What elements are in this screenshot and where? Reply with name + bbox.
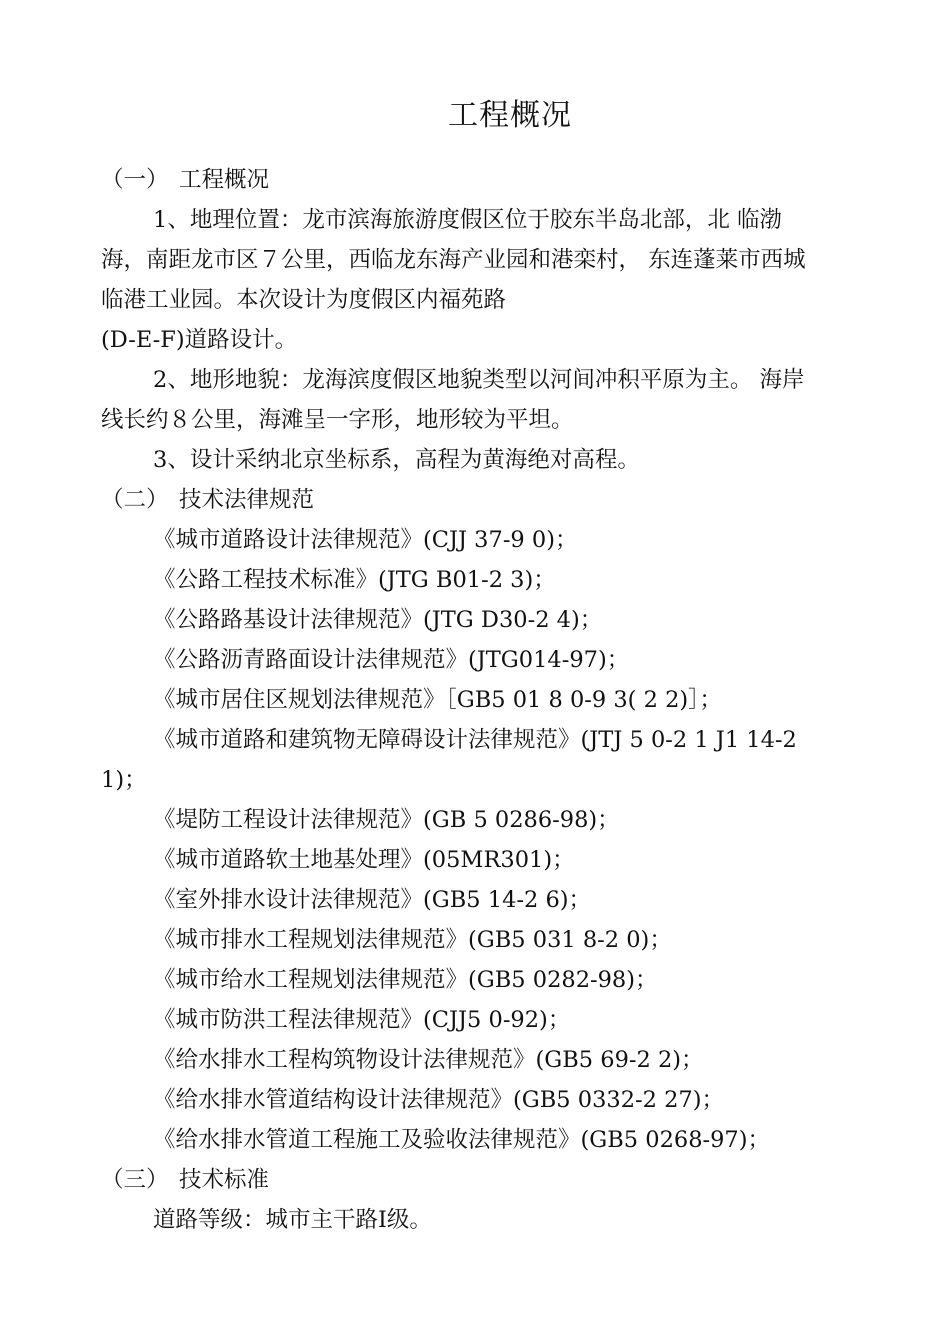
- overview-paragraph-3: 3、设计采纳北京坐标系，高程为黄海绝对高程。: [153, 447, 640, 473]
- standard-item: 《公路路基设计法律规范》(JTG D30-2 4)；: [153, 607, 603, 633]
- overview-paragraph-1-line-4: (D-E-F)道路设计。: [101, 327, 298, 353]
- standard-item-continuation: 1)；: [101, 767, 147, 793]
- overview-paragraph-2-line-2: 线长约８公里，海滩呈一字形，地形较为平坦。: [101, 407, 574, 433]
- road-grade-text: 道路等级：城市主干路Ⅰ级。: [153, 1207, 432, 1233]
- document-body: [101, 160, 881, 1240]
- overview-paragraph-1-line-2: 海，南距龙市区７公里，西临龙东海产业园和港栾村， 东连蓬莱市西城: [101, 247, 806, 273]
- standard-item: 《城市道路软土地基处理》(05MR301)；: [153, 847, 575, 873]
- standard-item: 《给水排水工程构筑物设计法律规范》(GB5 69-2 2)；: [153, 1047, 704, 1073]
- section-label: 技术标准: [179, 1167, 270, 1193]
- standard-item: 《公路沥青路面设计法律规范》(JTG014-97)；: [153, 647, 630, 673]
- overview-paragraph-1-line-1: 1、地理位置：龙市滨海旅游度假区位于胶东半岛北部，北 临渤: [153, 207, 782, 233]
- standard-item: 《城市防洪工程法律规范》(CJJ5 0-92)；: [153, 1007, 571, 1033]
- page-title: 工程概况: [448, 98, 572, 133]
- standard-item: 《堤防工程设计法律规范》(GB 5 0286-98)；: [153, 807, 620, 833]
- standard-item: 《城市道路和建筑物无障碍设计法律规范》(JTJ 5 0-2 1 J1 14-2: [153, 727, 797, 753]
- section-label: 技术法律规范: [179, 487, 315, 513]
- standard-item: 《城市道路设计法律规范》(CJJ 37-9 0)；: [153, 527, 578, 553]
- section-number: （二）: [101, 487, 169, 513]
- section-number: （一）: [101, 167, 169, 193]
- section-heading-tech-standard: [101, 1160, 881, 1200]
- section-heading-standards: [101, 480, 881, 520]
- standard-item: 《城市排水工程规划法律规范》(GB5 031 8-2 0)；: [153, 927, 672, 953]
- section-heading-overview: [101, 160, 881, 200]
- standard-item: 《公路工程技术标准》(JTG B01-2 3)；: [153, 567, 556, 593]
- standard-item: 《城市给水工程规划法律规范》(GB5 0282-98)；: [153, 967, 658, 993]
- standard-item: 《城市居住区规划法律规范》［GB5 01 8 0-9 3( 2 2)］；: [153, 687, 722, 713]
- standard-item: 《室外排水设计法律规范》(GB5 14-2 6)；: [153, 887, 592, 913]
- standard-item: 《给水排水管道结构设计法律规范》(GB5 0332-2 27)；: [153, 1087, 724, 1113]
- overview-paragraph-1-line-3: 临港工业园。本次设计为度假区内福苑路: [101, 287, 507, 313]
- standard-item: 《给水排水管道工程施工及验收法律规范》(GB5 0268-97)；: [153, 1127, 771, 1153]
- section-label: 工程概况: [179, 167, 270, 193]
- overview-paragraph-2-line-1: 2、地形地貌：龙海滨度假区地貌类型以河间冲积平原为主。 海岸: [153, 367, 805, 393]
- section-number: （三）: [101, 1167, 169, 1193]
